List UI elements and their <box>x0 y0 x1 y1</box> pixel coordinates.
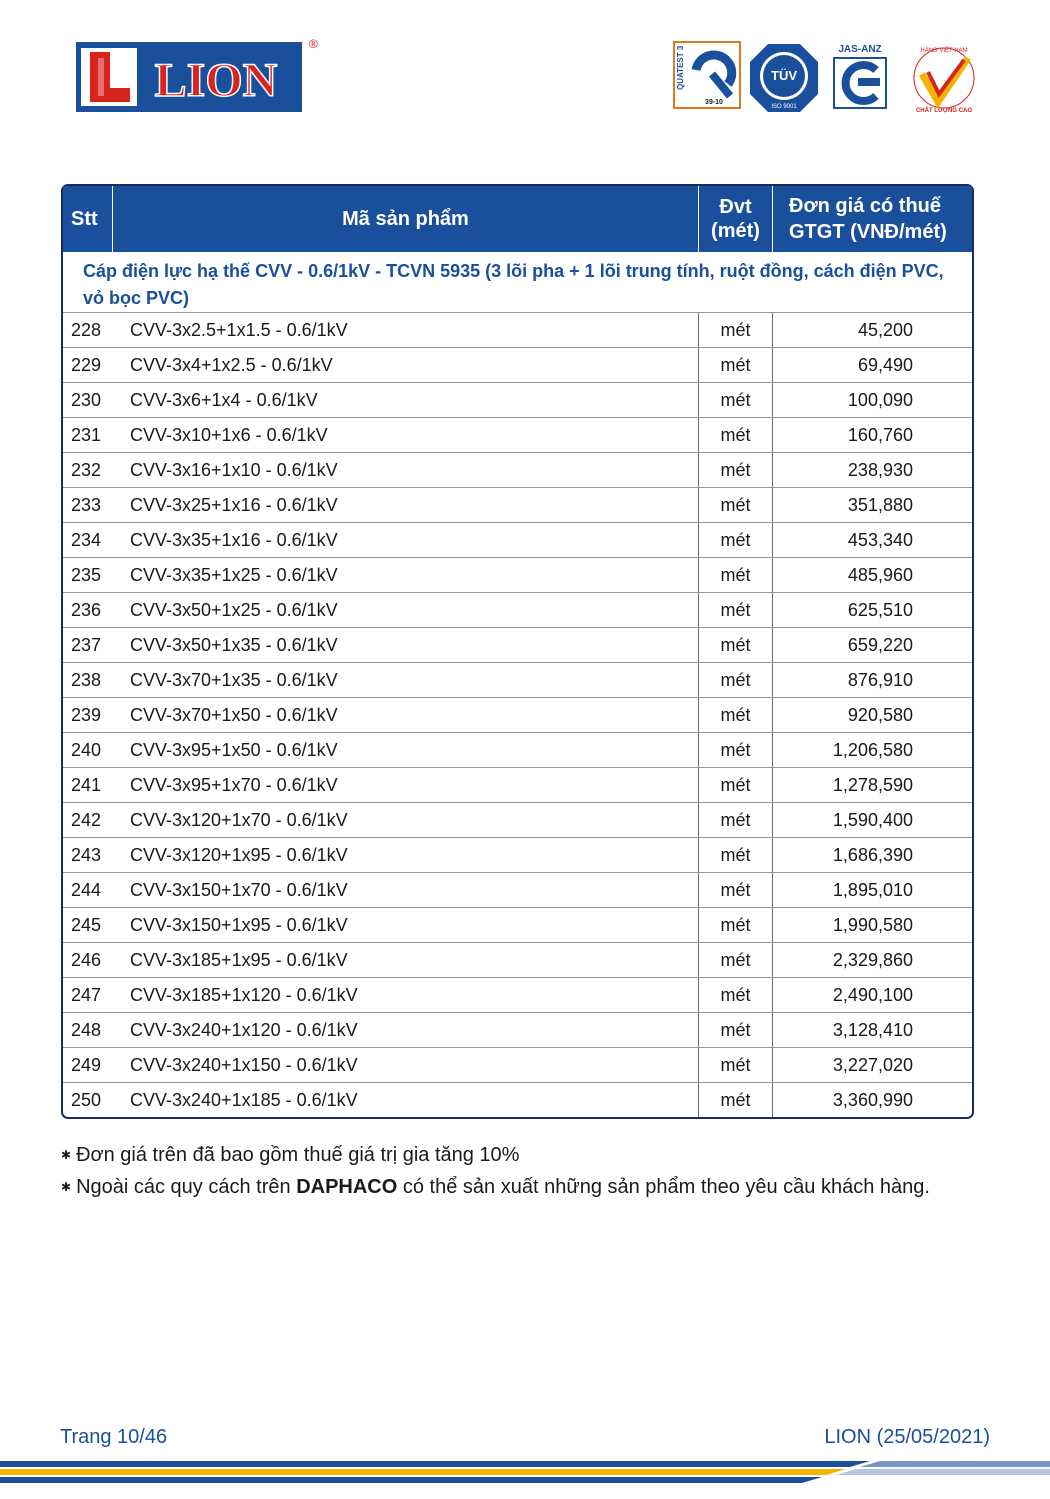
row-price: 3,360,990 <box>832 1089 913 1110</box>
row-product-code: CVV-3x95+1x50 - 0.6/1kV <box>113 733 699 767</box>
header-unit-line1: Đvt <box>719 196 752 218</box>
row-stt: 237 <box>71 634 102 655</box>
lion-logo <box>76 38 316 114</box>
row-product-code: CVV-3x240+1x150 - 0.6/1kV <box>113 1048 699 1082</box>
row-product-code: CVV-3x95+1x70 - 0.6/1kV <box>113 768 699 802</box>
note-custom-text-after: có thể sản xuất những sản phẩm theo yêu cầu khách hàng. <box>397 1176 930 1198</box>
table-row <box>63 698 972 733</box>
row-product-code: CVV-3x16+1x10 - 0.6/1kV <box>113 453 699 487</box>
row-unit: mét <box>699 418 773 452</box>
row-unit: mét <box>699 558 773 592</box>
row-price: 3,128,410 <box>832 1019 913 1040</box>
row-unit: mét <box>699 593 773 627</box>
table-row <box>63 908 972 943</box>
table-row <box>63 838 972 873</box>
row-product-code: CVV-3x2.5+1x1.5 - 0.6/1kV <box>113 313 699 347</box>
table-row <box>63 943 972 978</box>
table-row <box>63 488 972 523</box>
table-row <box>63 733 972 768</box>
row-stt: 231 <box>71 424 102 445</box>
row-unit: mét <box>699 488 773 522</box>
row-price: 625,510 <box>847 599 913 620</box>
row-price: 1,686,390 <box>832 844 913 865</box>
row-price: 160,760 <box>847 424 913 445</box>
notes <box>61 1140 930 1204</box>
row-unit: mét <box>699 313 773 347</box>
row-price: 1,990,580 <box>832 914 913 935</box>
price-table <box>61 184 974 1119</box>
row-stt: 244 <box>71 879 102 900</box>
row-stt: 239 <box>71 704 102 725</box>
table-row <box>63 523 972 558</box>
row-price: 2,490,100 <box>832 984 913 1005</box>
row-price: 1,590,400 <box>832 809 913 830</box>
row-stt: 233 <box>71 494 102 515</box>
row-unit: mét <box>699 838 773 872</box>
row-product-code: CVV-3x240+1x185 - 0.6/1kV <box>113 1083 699 1117</box>
tuv-code: ISO 9001 <box>771 104 797 110</box>
note-vat-text: Đơn giá trên đã bao gồm thuế giá trị gia tăng 10% <box>76 1144 520 1166</box>
row-price: 1,278,590 <box>832 774 913 795</box>
row-unit: mét <box>699 1013 773 1047</box>
row-unit: mét <box>699 698 773 732</box>
header-price-line1: Đơn giá có thuế <box>789 195 942 217</box>
row-product-code: CVV-3x185+1x95 - 0.6/1kV <box>113 943 699 977</box>
row-stt: 242 <box>71 809 102 830</box>
tuv-logo <box>750 44 818 112</box>
hvnclc-logo <box>914 46 974 114</box>
row-stt: 241 <box>71 774 102 795</box>
certification-logos <box>672 40 982 116</box>
company-name: DAPHACO <box>296 1176 398 1198</box>
row-unit: mét <box>699 453 773 487</box>
row-stt: 238 <box>71 669 102 690</box>
row-product-code: CVV-3x240+1x120 - 0.6/1kV <box>113 1013 699 1047</box>
row-unit: mét <box>699 1083 773 1117</box>
row-product-code: CVV-3x120+1x70 - 0.6/1kV <box>113 803 699 837</box>
row-unit: mét <box>699 523 773 557</box>
jas-anz-logo <box>834 44 886 108</box>
row-price: 659,220 <box>847 634 913 655</box>
brand-name: LION <box>154 54 278 107</box>
row-price: 1,895,010 <box>832 879 913 900</box>
row-stt: 245 <box>71 914 102 935</box>
page-number: Trang 10/46 <box>60 1426 168 1448</box>
table-row <box>63 1048 972 1083</box>
row-price: 485,960 <box>847 564 913 585</box>
table-row <box>63 383 972 418</box>
row-product-code: CVV-3x70+1x50 - 0.6/1kV <box>113 698 699 732</box>
row-stt: 246 <box>71 949 102 970</box>
row-stt: 250 <box>71 1089 102 1110</box>
table-row <box>63 1013 972 1048</box>
asterisk-icon: ✱ <box>61 1148 72 1162</box>
row-stt: 228 <box>71 319 102 340</box>
row-stt: 234 <box>71 529 102 550</box>
row-product-code: CVV-3x10+1x6 - 0.6/1kV <box>113 418 699 452</box>
header-unit-line2: (mét) <box>711 220 760 242</box>
footer-stripes <box>0 1455 1050 1499</box>
row-product-code: CVV-3x70+1x35 - 0.6/1kV <box>113 663 699 697</box>
row-stt: 229 <box>71 354 102 375</box>
note-vat <box>61 1140 930 1172</box>
row-stt: 248 <box>71 1019 102 1040</box>
row-unit: mét <box>699 943 773 977</box>
row-price: 3,227,020 <box>832 1054 913 1075</box>
header-price-line2: GTGT (VNĐ/mét) <box>789 221 947 243</box>
row-unit: mét <box>699 348 773 382</box>
row-price: 876,910 <box>847 669 913 690</box>
table-header <box>63 186 972 252</box>
row-stt: 243 <box>71 844 102 865</box>
header-product: Mã sản phẩm <box>113 186 699 252</box>
row-price: 100,090 <box>847 389 913 410</box>
row-price: 920,580 <box>847 704 913 725</box>
row-product-code: CVV-3x35+1x16 - 0.6/1kV <box>113 523 699 557</box>
row-unit: mét <box>699 628 773 662</box>
note-custom-text-before: Ngoài các quy cách trên <box>76 1176 297 1198</box>
row-unit: mét <box>699 803 773 837</box>
row-stt: 232 <box>71 459 102 480</box>
row-price: 453,340 <box>847 529 913 550</box>
row-price: 238,930 <box>847 459 913 480</box>
row-product-code: CVV-3x185+1x120 - 0.6/1kV <box>113 978 699 1012</box>
note-custom <box>61 1172 930 1204</box>
table-row <box>63 768 972 803</box>
hvnclc-code: CHẤT LƯỢNG CAO <box>915 108 973 114</box>
table-row <box>63 803 972 838</box>
row-product-code: CVV-3x35+1x25 - 0.6/1kV <box>113 558 699 592</box>
header-unit <box>699 186 773 252</box>
row-price: 2,329,860 <box>832 949 913 970</box>
row-price: 69,490 <box>857 354 913 375</box>
header-stt: Stt <box>63 186 113 252</box>
row-product-code: CVV-3x25+1x16 - 0.6/1kV <box>113 488 699 522</box>
row-product-code: CVV-3x50+1x35 - 0.6/1kV <box>113 628 699 662</box>
quatest-logo <box>674 42 740 108</box>
quatest-name: QUATEST 3 <box>676 45 685 90</box>
row-product-code: CVV-3x150+1x70 - 0.6/1kV <box>113 873 699 907</box>
table-row <box>63 313 972 348</box>
row-price: 351,880 <box>847 494 913 515</box>
row-price: 45,200 <box>857 319 913 340</box>
asterisk-icon: ✱ <box>61 1180 72 1194</box>
row-stt: 236 <box>71 599 102 620</box>
row-product-code: CVV-3x4+1x2.5 - 0.6/1kV <box>113 348 699 382</box>
table-row <box>63 628 972 663</box>
table-row <box>63 663 972 698</box>
row-unit: mét <box>699 978 773 1012</box>
row-unit: mét <box>699 908 773 942</box>
registered-mark: ® <box>309 37 318 51</box>
table-row <box>63 873 972 908</box>
row-unit: mét <box>699 663 773 697</box>
row-stt: 247 <box>71 984 102 1005</box>
row-unit: mét <box>699 733 773 767</box>
row-stt: 235 <box>71 564 102 585</box>
table-row <box>63 558 972 593</box>
row-stt: 249 <box>71 1054 102 1075</box>
row-unit: mét <box>699 1048 773 1082</box>
row-stt: 230 <box>71 389 102 410</box>
table-row <box>63 593 972 628</box>
row-product-code: CVV-3x6+1x4 - 0.6/1kV <box>113 383 699 417</box>
row-unit: mét <box>699 768 773 802</box>
document-version: LION (25/05/2021) <box>824 1426 990 1448</box>
table-row <box>63 1083 972 1117</box>
hvnclc-name: HÀNG VIỆT NAM <box>920 48 968 54</box>
table-body <box>63 313 972 1117</box>
quatest-code: 39-10 <box>705 99 723 106</box>
table-row <box>63 978 972 1013</box>
row-stt: 240 <box>71 739 102 760</box>
row-unit: mét <box>699 383 773 417</box>
table-row <box>63 418 972 453</box>
section-title: Cáp điện lực hạ thế CVV - 0.6/1kV - TCVN 5935 (3 lõi pha + 1 lõi trung tính, ruột đồng, cách điện PVC, vỏ bọc PVC) <box>63 252 972 313</box>
row-product-code: CVV-3x50+1x25 - 0.6/1kV <box>113 593 699 627</box>
header-price <box>773 186 972 252</box>
table-row <box>63 348 972 383</box>
jas-anz-name: JAS-ANZ <box>838 44 882 55</box>
row-unit: mét <box>699 873 773 907</box>
table-row <box>63 453 972 488</box>
tuv-name: TÜV <box>771 68 797 83</box>
row-price: 1,206,580 <box>832 739 913 760</box>
row-product-code: CVV-3x120+1x95 - 0.6/1kV <box>113 838 699 872</box>
row-product-code: CVV-3x150+1x95 - 0.6/1kV <box>113 908 699 942</box>
